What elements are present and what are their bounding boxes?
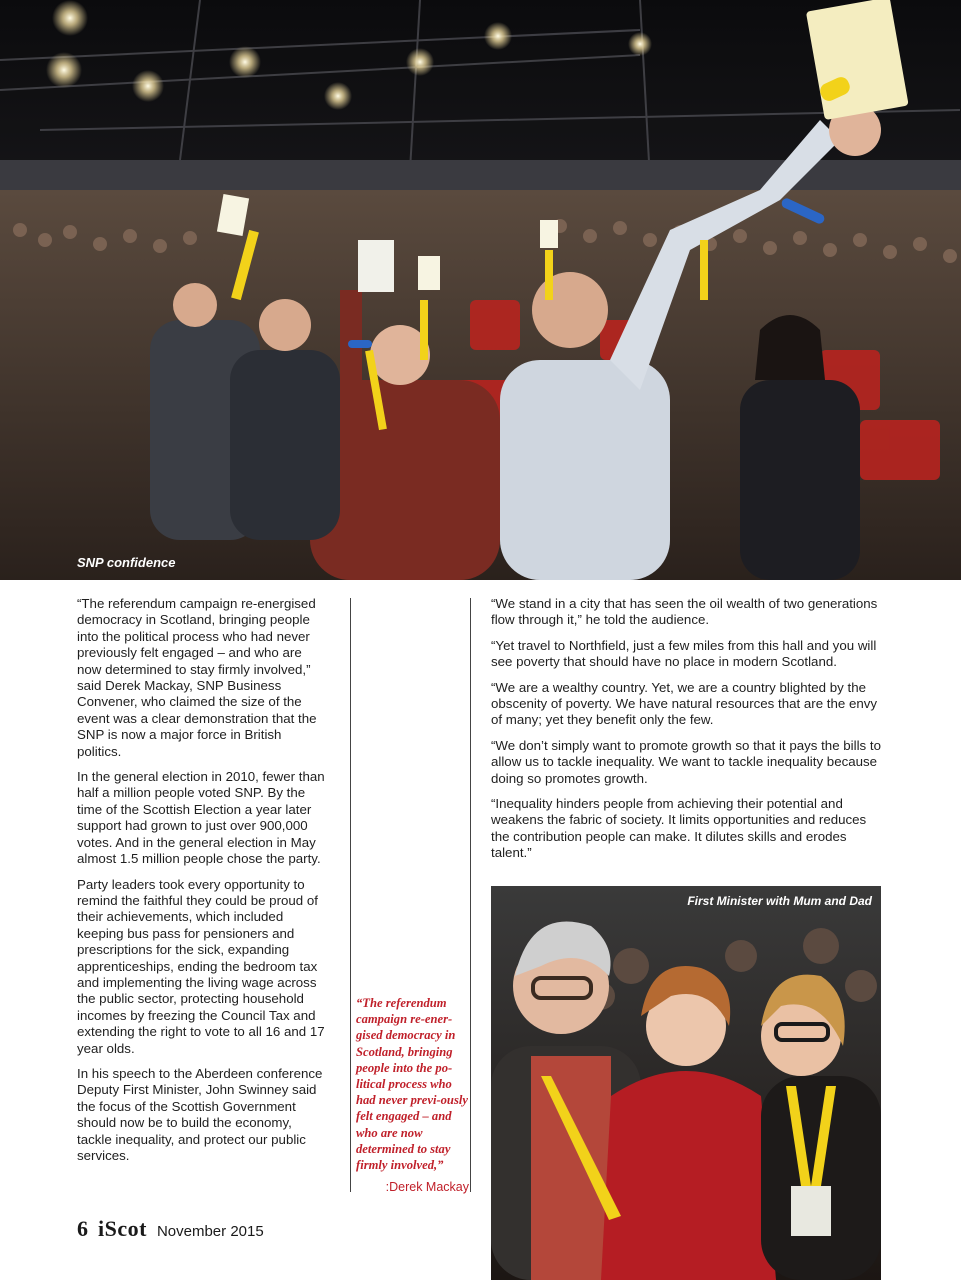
pull-quote: “The referendum campaign re-ener-gised democracy in Scotland, bringing people into the po-litical process who had never previ-ously felt engaged – and who are now determined to stay firmly involved,”	[356, 996, 468, 1173]
hero-photo	[0, 0, 961, 580]
article-paragraph: “Inequality hinders people from achieving their potential and weakens the fabric of society. It limits opportunities and reduces the contribution people can make. It dilutes skills and erodes talent.”	[491, 796, 867, 861]
article-paragraph: “We don’t simply want to promote growth so that it pays the bills to allow us to tackle inequality. We want to tackle inequality because doing so promotes growth.	[491, 737, 881, 786]
page-number: 6	[77, 1216, 88, 1241]
article-paragraph: “We are a wealthy country. Yet, we are a country blighted by the obscenity of poverty. We have natural resources that are the envy of many; yet they benefit only the few.	[491, 679, 878, 728]
photo-caption: First Minister with Mum and Dad	[687, 894, 872, 908]
article-paragraph: “The referendum campaign re-energised democracy in Scotland, bringing people into the political process who had never previously felt engaged – and who are now determined to stay firmly involved,” said Derek Mackay, SNP Business Convener, who claimed the size of the event was a clear demonstration that the SNP is now a major force in British politics.	[77, 596, 317, 759]
hero-caption: SNP confidence	[77, 555, 176, 570]
conference-crowd-illustration	[0, 0, 961, 580]
article-paragraph: “Yet travel to Northfield, just a few miles from this hall and you will see poverty that should have no place in modern Scotland.	[491, 637, 877, 670]
article-paragraph: Party leaders took every opportunity to remind the faithful they could be proud of their achievements, which included keeping bus pass for pensioners and prescriptions for the sick, expanding apprenticeships, ending the bedroom tax and implementing the living wage across the public sector, protecting household incomes by freezing the Council Tax and extending the right to vote to all 16 and 17 year olds.	[77, 876, 325, 1056]
column-divider	[470, 598, 471, 1192]
issue-date: November 2015	[156, 1223, 264, 1240]
pull-quote-attribution: :Derek Mackay	[385, 1180, 469, 1194]
article-column-left	[77, 596, 329, 1173]
article-column-right	[491, 596, 881, 871]
article-paragraph: In his speech to the Aberdeen conference Deputy First Minister, John Swinney said the focus of the Scottish Government should now be to build the economy, tackle inequality, and protect our public services.	[77, 1065, 323, 1163]
page-footer	[77, 1216, 264, 1246]
article-paragraph: In the general election in 2010, fewer than half a million people voted SNP. By the time of the Scottish Election a year later support had grown to just over 900,000 votes. And in the general election in May almost 1.5 million people chose the party.	[77, 769, 325, 867]
article-paragraph: “We stand in a city that has seen the oil wealth of two generations flow through it,” he told the audience.	[491, 596, 878, 628]
three-people-illustration	[491, 886, 881, 1280]
first-minister-photo	[491, 886, 881, 1280]
column-divider	[350, 598, 351, 1192]
magazine-logo: iScot	[98, 1216, 147, 1241]
